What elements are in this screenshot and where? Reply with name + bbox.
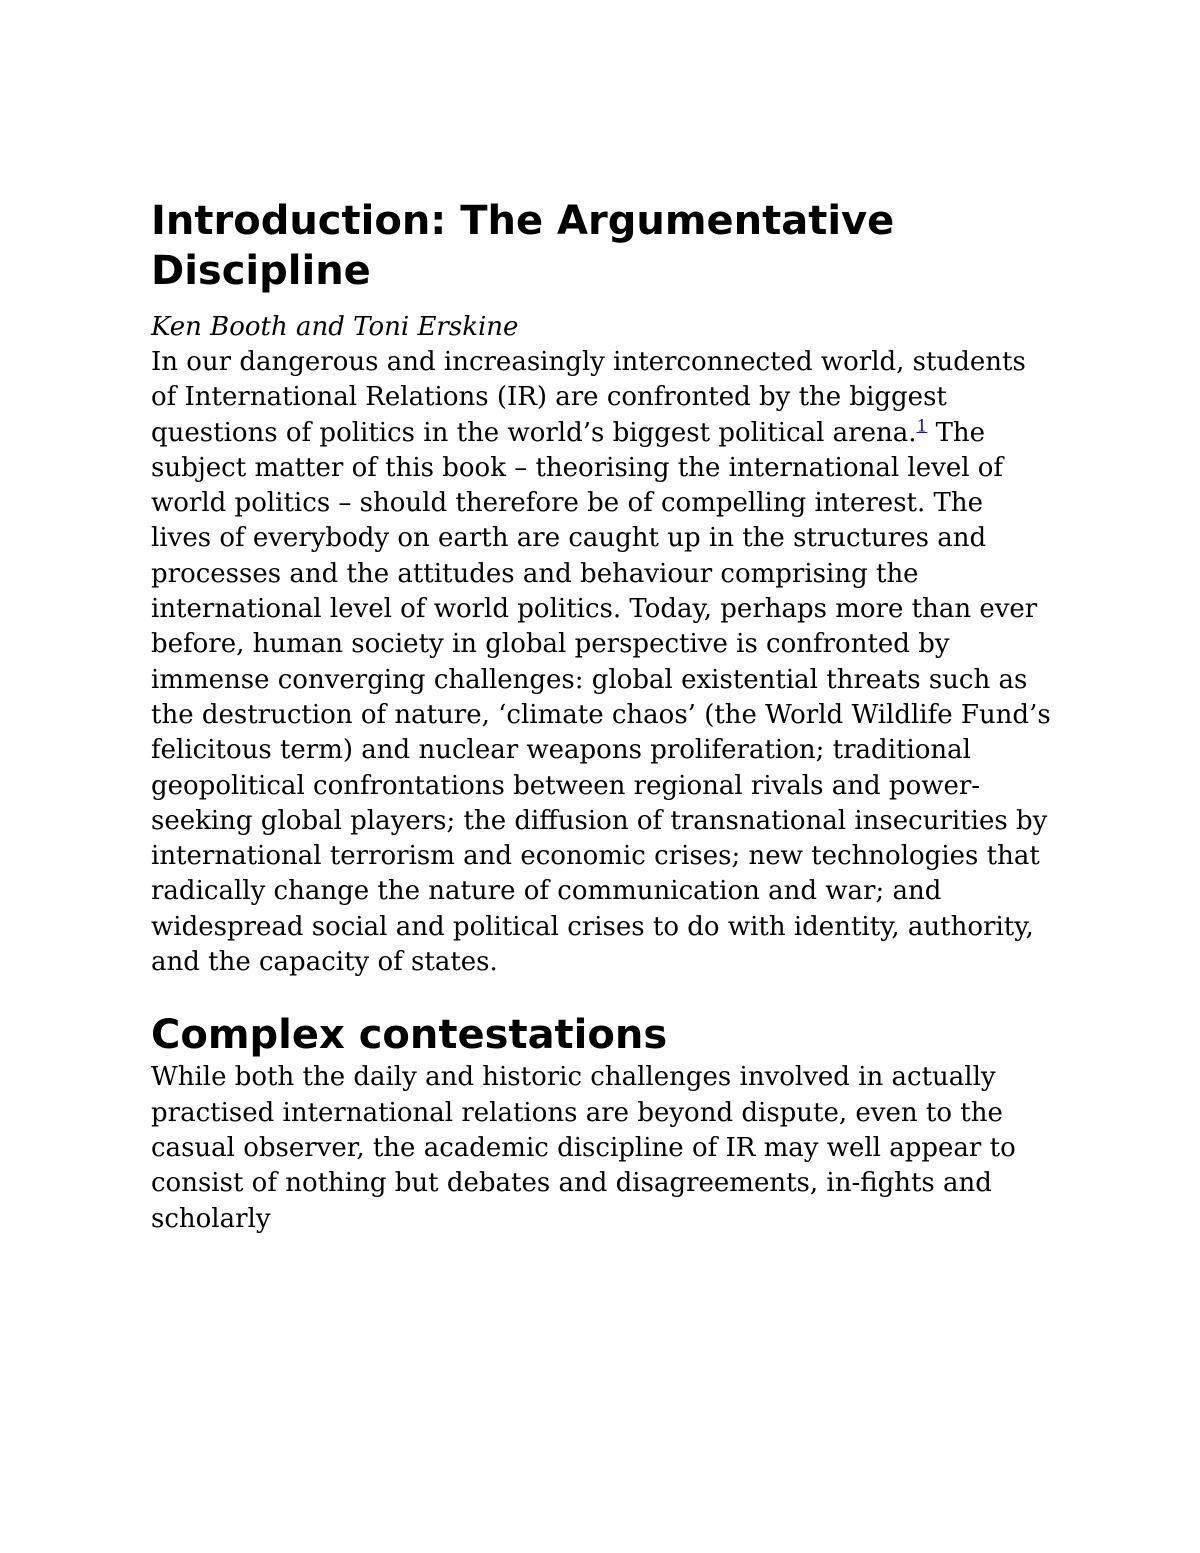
intro-paragraph-text-start: In our dangerous and increasingly interconnected world, students of International Relations (IR) are confronted by the biggest questions of politics in the world’s biggest political arena. [151,347,1026,448]
chapter-title: Introduction: The Argumentative Discipline [151,198,895,294]
section-paragraph: While both the daily and historic challenges involved in actually practised international relations are beyond dispute, even to the casual observer, the academic discipline of IR may well appear to consist of nothing but debates and disagreements, in-fights and scholarly [151,1062,1016,1234]
chapter-authors: Ken Booth and Toni Erskine [151,312,519,342]
section-heading: Complex contestations [151,1012,668,1059]
intro-paragraph [151,345,1051,980]
intro-paragraph-text-rest: The subject matter of this book – theorising the international level of world politics – should therefore be of compelling interest. The lives of everybody on earth are caught up in the structures and processes and the attitudes and behaviour comprising the international level of world politics. Today, perhaps more than ever before, human society in global perspective is confronted by immense converging challenges: global existential threats such as the destruction of nature, ‘climate chaos’ (the World Wildlife Fund’s felicitous term) and nuclear weapons proliferation; traditional geopolitical confrontations between regional rivals and power-seeking global players; the diffusion of transnational insecurities by international terrorism and economic crises; new technologies that radically change the nature of communication and war; and widespread social and political crises to do with identity, authority, and the capacity of states. [151,417,1051,978]
document-page [151,196,1051,1237]
footnote-link-1[interactable]: 1 [916,415,928,436]
